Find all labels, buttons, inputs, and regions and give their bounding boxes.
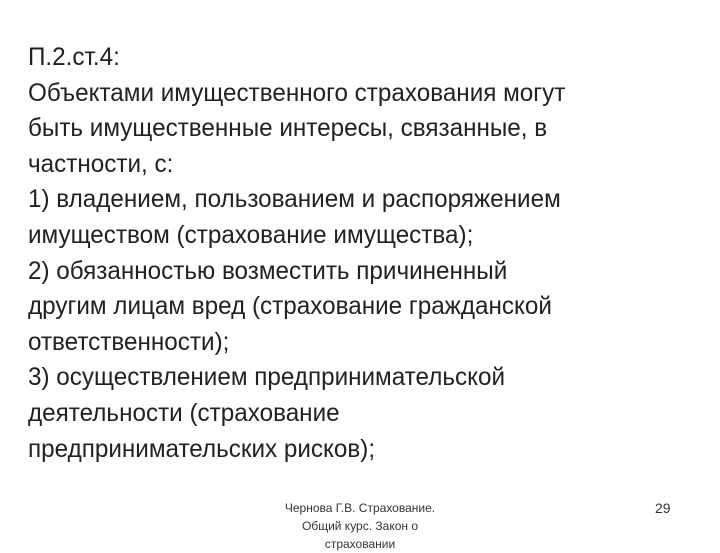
list-item-2: 2) обязанностью возместить причиненный xyxy=(28,256,508,285)
text-line: предпринимательских рисков); xyxy=(28,434,376,463)
footer-line: страховании xyxy=(324,537,396,551)
text-line: Объектами имущественного страхования могут xyxy=(28,78,566,107)
footer-line: Общий курс. Закон о xyxy=(301,519,419,533)
text-line: частности, с: xyxy=(28,149,174,178)
text-line: быть имущественные интересы, связанные, в xyxy=(28,114,548,143)
text-line: имуществом (страхование имущества); xyxy=(28,220,474,249)
list-item-3: 3) осуществлением предпринимательской xyxy=(28,363,506,392)
text-line: деятельности (страхование xyxy=(28,398,340,427)
article-reference: П.2.ст.4: xyxy=(28,43,120,71)
footer-line: Чернова Г.В. Страхование. xyxy=(284,501,436,515)
slide-body-text xyxy=(28,40,688,467)
page-number: 29 xyxy=(655,500,671,516)
text-line: ответственности); xyxy=(28,327,230,356)
text-line: другим лицам вред (страхование гражданской xyxy=(28,292,552,321)
list-item-1: 1) владением, пользованием и распоряжением xyxy=(28,185,561,214)
footer-citation xyxy=(260,499,460,553)
